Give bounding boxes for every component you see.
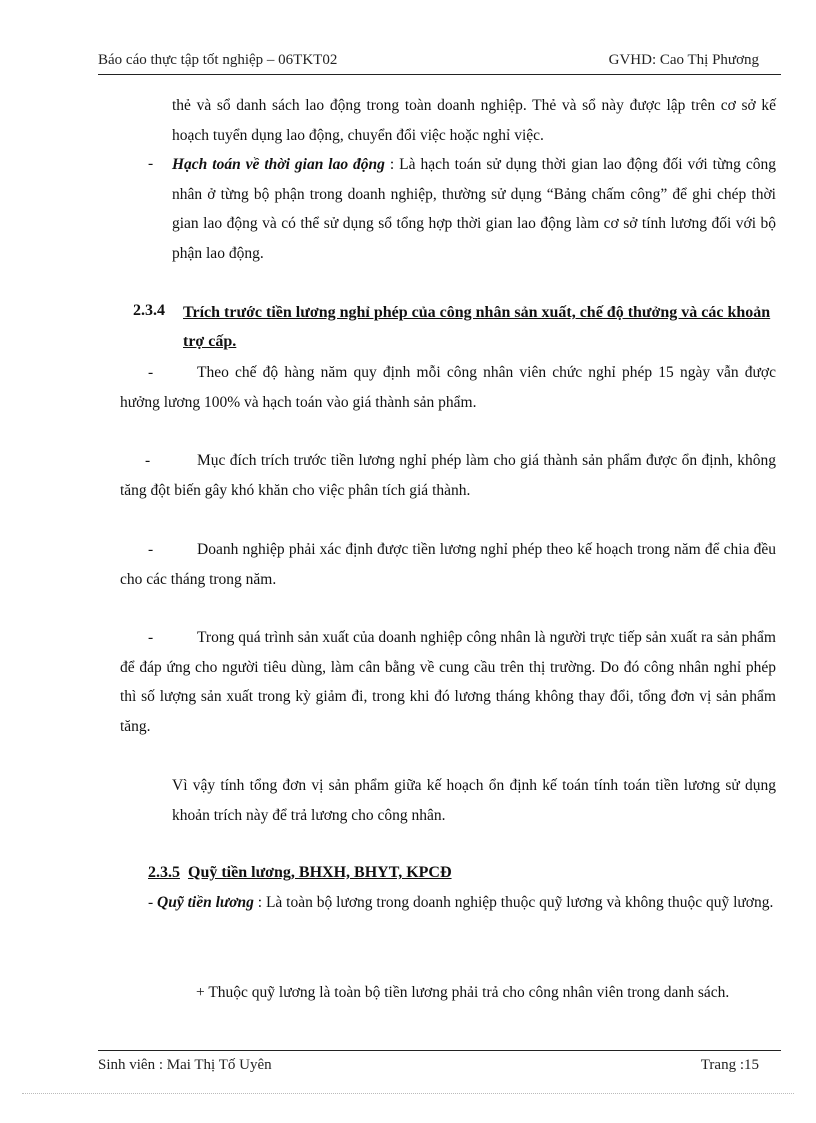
header-report-title: Báo cáo thực tập tốt nghiệp – 06TKT02: [98, 52, 338, 68]
term-wage-fund: Quỹ tiền lương: [157, 894, 254, 911]
bullet-dash: -: [148, 364, 154, 381]
section-heading-235: [148, 858, 788, 887]
bullet-dash: -: [148, 155, 154, 172]
paragraph-conclusion: Vì vậy tính tổng đơn vị sản phẩm giữa kế hoạch ổn định kế toán tính toán tiền lương sử dụng khoản trích này để trả lương cho công nhân.: [172, 777, 776, 824]
page-header: [98, 52, 781, 75]
paragraph-continuation: thẻ và sổ danh sách lao động trong toàn doanh nghiệp. Thẻ và sổ này được lập trên cơ sở kế hoạch tuyển dụng lao động, chuyển đổi việc hoặc nghỉ việc.: [172, 97, 776, 144]
bullet-dash: -: [148, 541, 154, 558]
page-footer: [98, 1050, 781, 1080]
bullet-dash: -: [145, 452, 151, 469]
paragraph-leave-policy: Theo chế độ hàng năm quy định mỗi công nhân viên chức nghỉ phép 15 ngày vẫn được hưởng lương 100% và hạch toán vào giá thành sản phẩm.: [120, 364, 776, 411]
bullet-dash: -: [148, 894, 154, 911]
paragraph-in-fund: + Thuộc quỹ lương là toàn bộ tiền lương phải trả cho công nhân viên trong danh sách.: [196, 984, 730, 1001]
section-title-234: Trích trước tiền lương nghỉ phép của công nhân sản xuất, chế độ thưởng và các khoản trợ cấp.: [183, 304, 771, 350]
header-advisor: GVHD: Cao Thị Phương: [608, 52, 759, 68]
bullet-dash: -: [148, 629, 154, 646]
definition-wage-fund: : Là toàn bộ lương trong doanh nghiệp thuộc quỹ lương và không thuộc quỹ lương.: [253, 894, 774, 911]
paragraph-time-accounting: [172, 150, 776, 268]
footer-page-number: Trang :15: [700, 1057, 759, 1073]
paragraph-planning: Doanh nghiệp phải xác định được tiền lương nghỉ phép theo kế hoạch trong năm để chia đều cho các tháng trong năm.: [120, 541, 776, 588]
term-time-accounting: Hạch toán về thời gian lao động: [172, 156, 385, 173]
section-number-235: 2.3.5: [148, 864, 180, 881]
section-title-235: Quỹ tiền lương, BHXH, BHYT, KPCĐ: [188, 864, 452, 881]
paragraph-production: Trong quá trình sản xuất của doanh nghiệp công nhân là người trực tiếp sản xuất ra sản phẩm để đáp ứng cho người tiêu dùng, làm cân bằng về cung cầu trên thị trường. Do đó công nhân nghỉ phép thì số lượng sản xuất trong kỳ giảm đi, trong khi đó lương tháng không thay đổi, tổng đơn vị sản phẩm tăng.: [120, 629, 776, 735]
page-bottom-divider: [22, 1093, 794, 1094]
section-number-234: 2.3.4: [133, 302, 165, 319]
definition-time-accounting: : Là hạch toán sử dụng thời gian lao động đối với từng công nhân ở từng bộ phận trong doanh nghiệp, thường sử dụng “Bảng chấm công” để ghi chép thời gian lao động và có thể sử dụng sổ tổng hợp thời gian lao động làm cơ sở tính lương đối với bộ phận lao động.: [172, 156, 776, 262]
paragraph-wage-fund: [148, 888, 776, 918]
paragraph-purpose: Mục đích trích trước tiền lương nghỉ phép làm cho giá thành sản phẩm được ổn định, không tăng đột biến gây khó khăn cho việc phân tích giá thành.: [120, 452, 776, 499]
footer-student: Sinh viên : Mai Thị Tố Uyên: [98, 1057, 272, 1073]
